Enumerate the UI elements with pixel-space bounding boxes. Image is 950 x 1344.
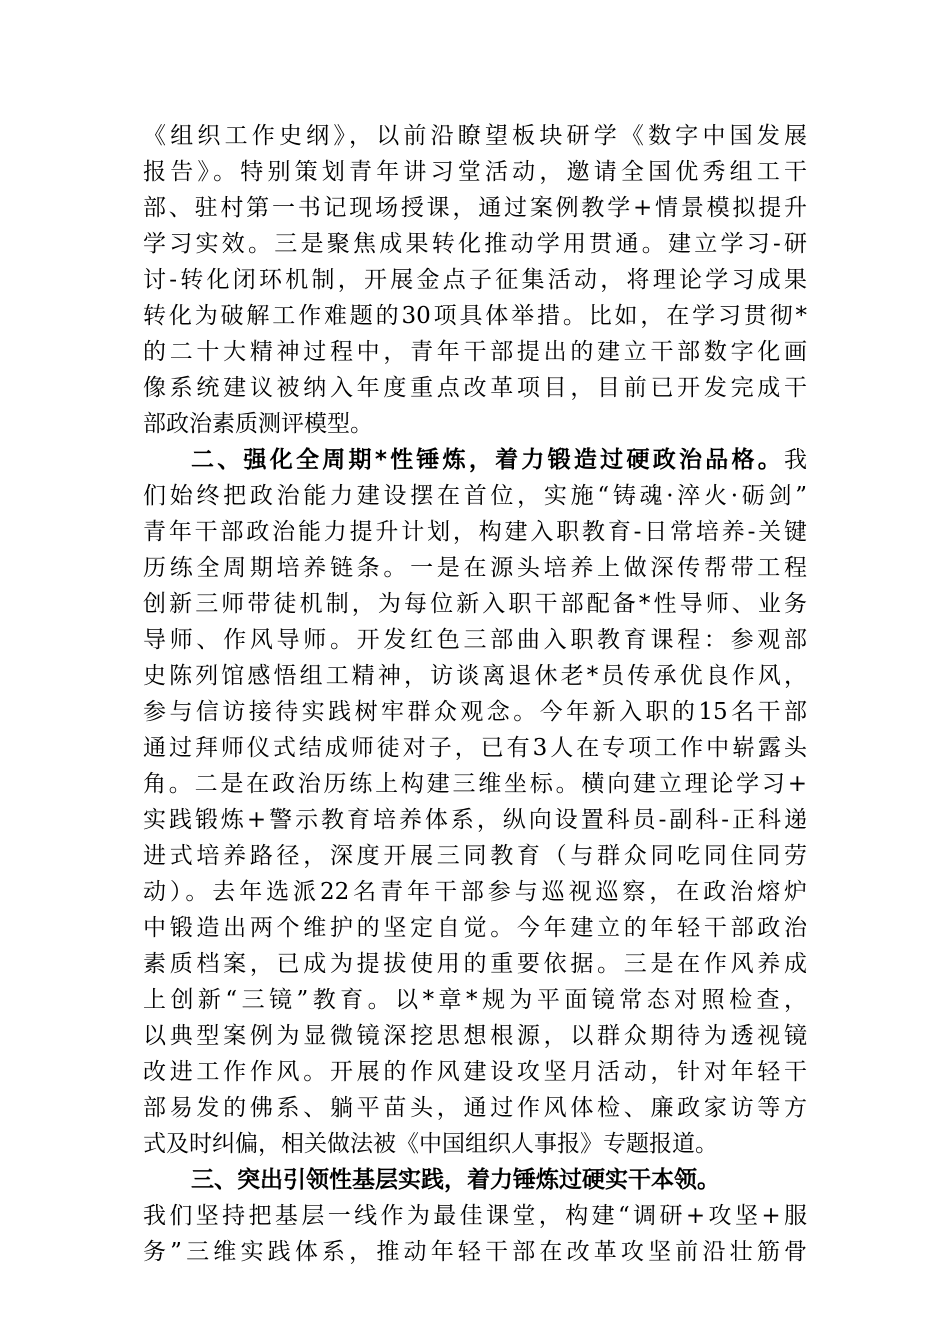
line-text: 部易发的佛系、躺平苗头，通过作风体检、廉政家访等方: [143, 1095, 807, 1121]
line-text: 以典型案例为显微镜深挖思想根源，以群众期待为透视镜: [143, 1023, 807, 1049]
line-text: 实践锻炼+警示教育培养体系，纵向设置科员-副科-正科递: [143, 807, 807, 833]
line-text: 通过拜师仪式结成师徒对子，已有3人在专项工作中崭露头: [143, 735, 807, 761]
line-text: 动）。去年选派22名青年干部参与巡视巡察，在政治熔炉: [143, 879, 807, 905]
line-text: 进式培养路径，深度开展三同教育（与群众同吃同住同劳: [143, 843, 807, 869]
line-text: 们始终把政治能力建设摆在首位，实施“铸魂·淬火·砺剑”: [143, 483, 807, 509]
line-text: 角。二是在政治历练上构建三维坐标。横向建立理论学习+: [143, 771, 807, 797]
line-text: 导师、作风导师。开发红色三部曲入职教育课程：参观部: [143, 627, 807, 653]
text-line: [143, 190, 807, 226]
text-line: [143, 370, 807, 406]
line-text: 部政治素质测评模型。: [143, 411, 373, 437]
text-line: [143, 766, 807, 802]
line-text: 我们坚持把基层一线作为最佳课堂，构建“调研+攻坚+服: [143, 1203, 807, 1229]
text-line: [143, 118, 807, 154]
text-line: [143, 1018, 807, 1054]
line-text: 的二十大精神过程中，青年干部提出的建立干部数字化画: [143, 339, 807, 365]
line-text: 我: [784, 447, 807, 473]
text-line: [143, 1198, 807, 1234]
text-line: [143, 1126, 807, 1162]
line-text: 式及时纠偏，相关做法被《中国组织人事报》专题报道。: [143, 1131, 718, 1157]
text-line: [143, 298, 807, 334]
line-text: 像系统建议被纳入年度重点改革项目，目前已开发完成干: [143, 375, 807, 401]
text-line: [143, 550, 807, 586]
text-line: [143, 514, 807, 550]
section-heading-line: [143, 1162, 807, 1198]
line-text: 素质档案，已成为提拔使用的重要依据。三是在作风养成: [143, 951, 807, 977]
text-line: [143, 406, 807, 442]
text-line: [143, 658, 807, 694]
text-line: [143, 730, 807, 766]
text-line: [143, 226, 807, 262]
line-text: 学习实效。三是聚焦成果转化推动学用贯通。建立学习-研: [143, 231, 807, 257]
text-line: [143, 478, 807, 514]
line-text: 上创新“三镜”教育。以*章*规为平面镜常态对照检查，: [143, 987, 807, 1013]
section-heading: 三、突出引领性基层实践，着力锤炼过硬实干本领。: [191, 1167, 720, 1193]
line-text: 改进工作作风。开展的作风建设攻坚月活动，针对年轻干: [143, 1059, 807, 1085]
line-text: 《组织工作史纲》，以前沿瞭望板块研学《数字中国发展: [143, 123, 807, 149]
text-line: [143, 622, 807, 658]
line-text: 报告》。特别策划青年讲习堂活动，邀请全国优秀组工干: [143, 159, 807, 185]
body-text: [143, 118, 807, 1270]
section-heading-line: [143, 442, 807, 478]
line-text: 青年干部政治能力提升计划，构建入职教育-日常培养-关键: [143, 519, 807, 545]
line-text: 史陈列馆感悟组工精神，访谈离退休老*员传承优良作风，: [143, 663, 807, 689]
text-line: [143, 1090, 807, 1126]
text-line: [143, 838, 807, 874]
text-line: [143, 946, 807, 982]
text-line: [143, 910, 807, 946]
text-line: [143, 1054, 807, 1090]
line-text: 务”三维实践体系，推动年轻干部在改革攻坚前沿壮筋骨: [143, 1239, 807, 1265]
line-text: 中锻造出两个维护的坚定自觉。今年建立的年轻干部政治: [143, 915, 807, 941]
line-text: 创新三师带徒机制，为每位新入职干部配备*性导师、业务: [143, 591, 807, 617]
text-line: [143, 1234, 807, 1270]
section-heading: 二、强化全周期*性锤炼，着力锻造过硬政治品格。: [191, 447, 784, 473]
text-line: [143, 586, 807, 622]
text-line: [143, 154, 807, 190]
text-line: [143, 334, 807, 370]
line-text: 部、驻村第一书记现场授课，通过案例教学+情景模拟提升: [143, 195, 807, 221]
line-text: 转化为破解工作难题的30项具体举措。比如，在学习贯彻*: [143, 303, 807, 329]
text-line: [143, 802, 807, 838]
line-text: 讨-转化闭环机制，开展金点子征集活动，将理论学习成果: [143, 267, 807, 293]
line-text: 历练全周期培养链条。一是在源头培养上做深传帮带工程: [143, 555, 807, 581]
text-line: [143, 262, 807, 298]
text-line: [143, 874, 807, 910]
text-line: [143, 982, 807, 1018]
line-text: 参与信访接待实践树牢群众观念。今年新入职的15名干部: [143, 699, 807, 725]
text-line: [143, 694, 807, 730]
